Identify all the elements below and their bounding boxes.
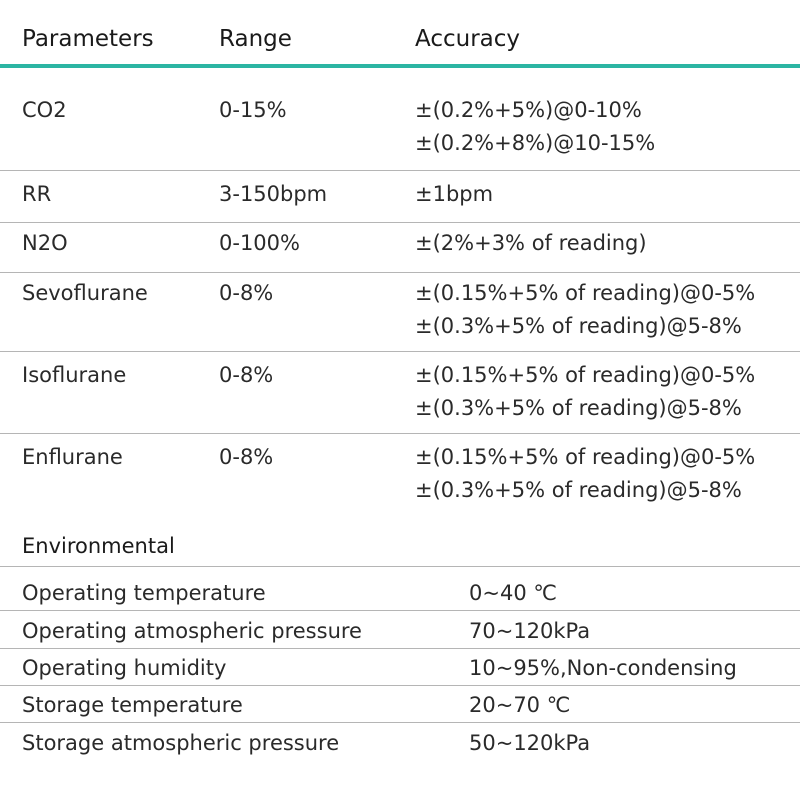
accuracy-line: ±(2%+3% of reading) — [415, 231, 647, 255]
env-label: Operating temperature — [22, 581, 266, 605]
spec-row-isoflurane — [0, 359, 800, 434]
parameter-name: Isoflurane — [22, 363, 127, 387]
env-row-operating-humidity — [0, 649, 800, 686]
parameter-range: 0-15% — [219, 98, 287, 122]
env-value: 50~120kPa — [469, 731, 591, 755]
accuracy-line: ±(0.2%+5%)@0-10% — [415, 98, 642, 122]
spec-row-co2 — [0, 94, 800, 171]
env-label: Storage temperature — [22, 693, 243, 717]
env-label: Operating humidity — [22, 656, 227, 680]
env-label: Operating atmospheric pressure — [22, 619, 362, 643]
accuracy-line: ±(0.2%+8%)@10-15% — [415, 131, 656, 155]
spec-row-rr — [0, 178, 800, 223]
parameter-range: 0-100% — [219, 231, 300, 255]
spec-row-enflurane — [0, 441, 800, 511]
parameter-accuracy — [415, 178, 493, 211]
accuracy-line: ±1bpm — [415, 182, 494, 206]
env-value: 10~95%,Non-condensing — [469, 656, 737, 680]
environmental-divider — [0, 566, 800, 567]
header-accuracy: Accuracy — [415, 26, 521, 52]
env-row-storage-pressure — [0, 724, 800, 761]
parameter-accuracy — [415, 277, 755, 343]
header-parameters: Parameters — [22, 26, 154, 52]
parameter-name: Enflurane — [22, 445, 123, 469]
env-value: 20~70 ℃ — [469, 693, 571, 717]
env-row-operating-temperature — [0, 574, 800, 611]
parameter-range: 0-8% — [219, 363, 274, 387]
parameter-name: Sevoflurane — [22, 281, 148, 305]
env-value: 0~40 ℃ — [469, 581, 557, 605]
parameter-accuracy — [415, 94, 655, 160]
spec-row-n2o — [0, 227, 800, 273]
parameter-name: RR — [22, 182, 52, 206]
parameter-accuracy — [415, 359, 755, 425]
env-row-operating-pressure — [0, 612, 800, 649]
parameter-name: N2O — [22, 231, 68, 255]
parameter-range: 3-150bpm — [219, 182, 328, 206]
parameter-range: 0-8% — [219, 281, 274, 305]
parameter-range: 0-8% — [219, 445, 274, 469]
environmental-title: Environmental — [22, 534, 175, 558]
parameter-name: CO2 — [22, 98, 67, 122]
env-row-storage-temperature — [0, 686, 800, 723]
env-label: Storage atmospheric pressure — [22, 731, 340, 755]
parameter-accuracy — [415, 227, 647, 260]
accuracy-line: ±(0.15%+5% of reading)@0-5% — [415, 445, 756, 469]
parameter-accuracy — [415, 441, 755, 507]
accuracy-line: ±(0.3%+5% of reading)@5-8% — [415, 396, 742, 420]
accuracy-line: ±(0.15%+5% of reading)@0-5% — [415, 281, 756, 305]
spec-table-header — [0, 0, 800, 68]
env-value: 70~120kPa — [469, 619, 591, 643]
accuracy-line: ±(0.3%+5% of reading)@5-8% — [415, 478, 742, 502]
spec-row-sevoflurane — [0, 277, 800, 352]
accuracy-line: ±(0.15%+5% of reading)@0-5% — [415, 363, 756, 387]
accuracy-line: ±(0.3%+5% of reading)@5-8% — [415, 314, 742, 338]
header-range: Range — [219, 26, 292, 52]
